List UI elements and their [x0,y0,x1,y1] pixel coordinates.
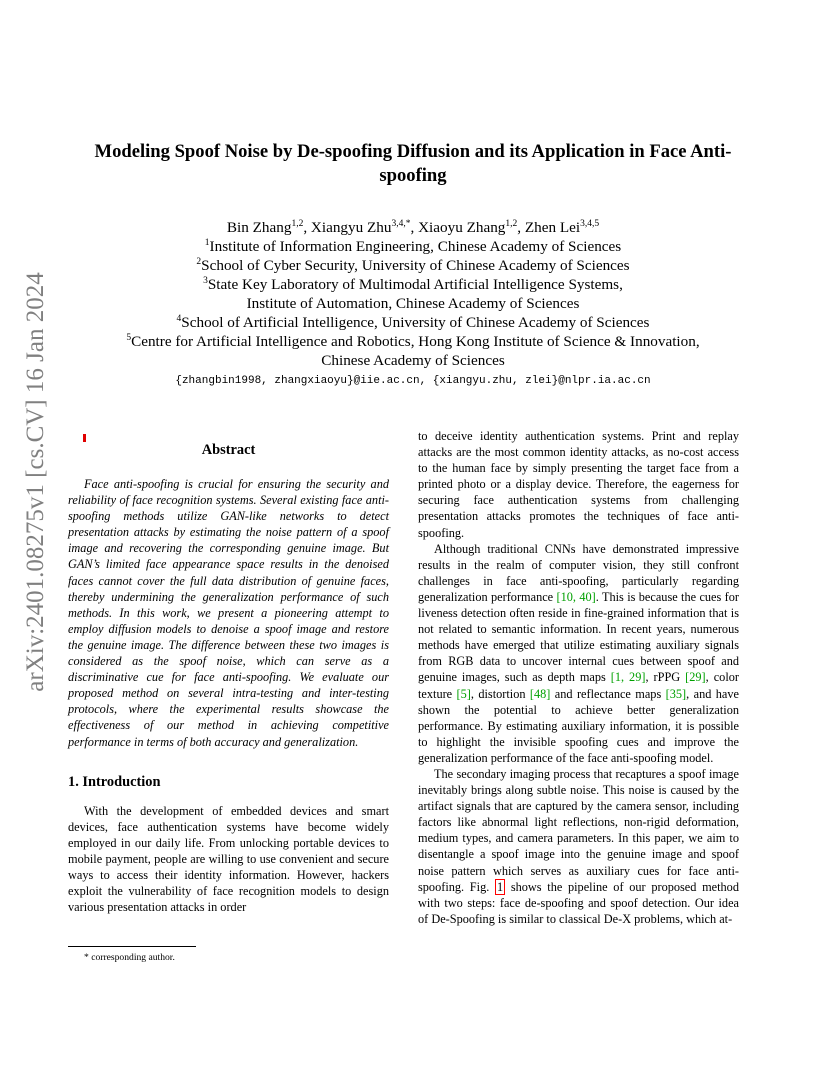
affiliation-5: $^5$Centre for Artificial Intelligence and Robotics, Hong Kong Institute of Science & Innovation, [126,333,700,350]
affiliation-3: $^3$State Key Laboratory of Multimodal Artificial Intelligence Systems, [203,276,623,293]
authors-and-affiliations [60,218,766,391]
affiliation-2: $^2$School of Cyber Security, University of Chinese Academy of Sciences [196,257,630,274]
author-name: Xiangyu Zhu [310,219,392,236]
intro-paragraph-1-continued: to deceive identity authentication systems. Print and replay attacks are the most common identity attacks, as no-cost access to the human face by simply presenting the target face from a printed photo or a display device. Therefore, the eagerness for securing face authentication systems from challenging presentation attacks promotes the techniques of face anti-spoofing. [418,429,739,540]
intro-paragraph-2: Although traditional CNNs have demonstrated impressive results in the realm of computer vision, they still confront challenges in face anti-spoofing, particularly regarding generalization performance [10, 40]. This is because the cues for liveness detection often reside in fine-grained information that is not related to semantic information. In recent years, numerous methods have emerged that utilize estimating auxiliary signals from RGB data to uncover internal cues between spoof and genuine images, such as depth maps [1, 29], rPPG [29], color texture [5], distortion [48] and reflectance maps [35], and have shown the potential to achieve better generalization performance. By estimating auxiliary information, it is possible to highlight the invisible spoofing cues and improve the generalization performance of the face anti-spoofing model. [418,541,739,765]
citation-link[interactable]: [48] [529,686,551,701]
citation-link[interactable]: [5] [456,686,471,701]
introduction-heading: 1. Introduction [68,773,161,790]
paper-title: Modeling Spoof Noise by De-spoofing Diffusion and its Application in Face Anti-spoofing [94,141,732,186]
author-affiliation-sup: 1,2 [505,219,518,229]
affiliation-1: $^1$Institute of Information Engineering, Chinese Academy of Sciences [204,238,622,255]
author-name: Bin Zhang [226,219,292,236]
footnote: * corresponding author. [84,952,175,963]
citation-link[interactable]: [1, 29] [610,670,646,685]
arxiv-identifier: arXiv:2401.08275v1 [cs.CV] 16 Jan 2024 [22,272,49,692]
author-affiliation-sup: 3,4,* [391,219,411,229]
author-affiliation-sup: 3,4,5 [580,219,600,229]
author-name: Xiaoyu Zhang [418,219,506,236]
abstract-heading: Abstract [201,442,256,458]
left-column [68,428,389,915]
figure-link[interactable]: 1 [496,879,504,894]
affiliation-5-cont: Chinese Academy of Sciences [321,352,505,369]
author-line: Bin Zhang$^{1,2}$, Xiangyu Zhu$^{3,4,*}$, Xiaoyu Zhang$^{1,2}$, Zhen Lei$^{3,4,5}$ [226,219,600,236]
citation-link[interactable]: [10, 40] [556,589,596,604]
intro-paragraph-3: The secondary imaging process that recaptures a spoof image inevitably brings along subtle noise. This noise is caused by the artifact signals that are captured by the camera sensor, including factors like abnormal light reflections, non-rigid deformation, medium types, and camera parameters. In this paper, we aim to disentangle a spoof image into the genuine image and spoof noise pattern which serves as auxiliary cues for face anti-spoofing. Fig. 1 shows the pipeline of our proposed method with two steps: face de-spoofing and spoof detection. Our idea of De-Spoofing is similar to classical De-X problems, which at- [418,766,739,926]
right-column [418,428,739,927]
author-affiliation-sup: 1,2 [291,219,304,229]
intro-paragraph-1: With the development of embedded devices and smart devices, face authentication systems have become widely employed in our daily life. From unlocking portable devices to mobile payment, people are willing to use convenient and secure ways to access their identity information. However, hackers exploit the vulnerability of face recognition models to design various presentation attacks in order [68,803,389,915]
abstract-text: Face anti-spoofing is crucial for ensuring the security and reliability of face recognition systems. Several existing face anti-spoofing methods utilize GAN-like networks to detect presentation attacks by estimating the noise pattern of a spoof image and recovering the corresponding genuine image. But GAN’s limited face appearance space results in the denoised faces cannot cover the full data distribution of genuine faces, thereby undermining the generalization performance of such methods. In this work, we present a pioneering attempt to employ diffusion models to denoise a spoof image and restore the genuine image. The difference between these two images is considered as the spoof noise, which can serve as a discriminative cue for face anti-spoofing. We evaluate our proposed method on several intra-testing and inter-testing protocols, where the experimental results showcase the effectiveness of our method in achieving competitive performance in terms of both accuracy and generalization. [68,477,389,749]
footnote-divider [68,946,196,947]
affiliation-3-cont: Institute of Automation, Chinese Academy of Sciences [246,295,580,312]
citation-link[interactable]: [29] [685,670,706,685]
affiliation-4: $^4$School of Artificial Intelligence, University of Chinese Academy of Sciences [176,314,650,331]
author-name: Zhen Lei [524,219,581,236]
citation-link[interactable]: [35] [665,686,687,701]
author-emails: {zhangbin1998, zhangxiaoyu}@iie.ac.cn, {xiangyu.zhu, zlei}@nlpr.ia.ac.cn [175,375,651,387]
